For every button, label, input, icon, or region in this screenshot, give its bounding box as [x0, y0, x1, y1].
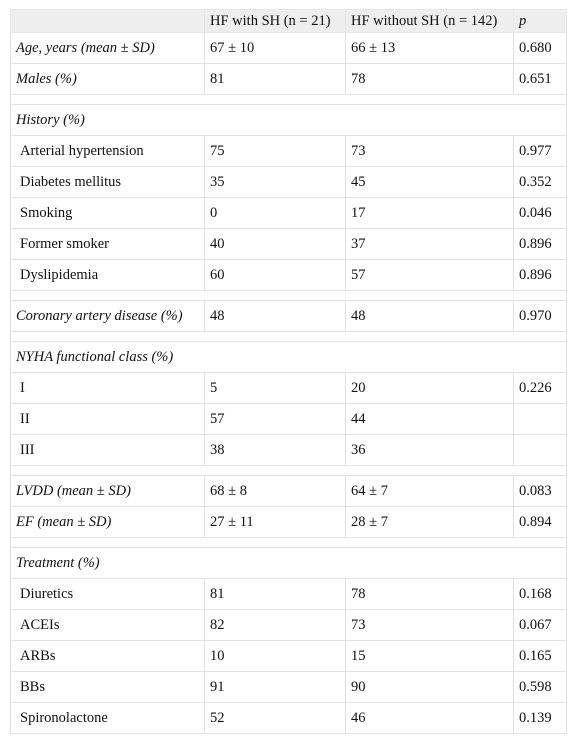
- row-label: Males (%): [11, 64, 205, 95]
- row-label: Age, years (mean ± SD): [11, 33, 205, 64]
- table-row: [11, 672, 567, 703]
- table-row: [11, 33, 567, 64]
- row-label: ACEIs: [11, 610, 205, 641]
- section-label: NYHA functional class (%): [11, 342, 567, 373]
- section-header-row: [11, 342, 567, 373]
- value-without-sh: 37: [346, 229, 514, 260]
- p-value: 0.651: [514, 64, 567, 95]
- value-without-sh: 48: [346, 301, 514, 332]
- spacer-row: [11, 466, 567, 476]
- spacer-cell: [11, 95, 567, 105]
- section-label: Treatment (%): [11, 548, 567, 579]
- table-row: [11, 507, 567, 538]
- spacer-cell: [11, 332, 567, 342]
- row-label: Diuretics: [11, 579, 205, 610]
- value-with-sh: 81: [205, 579, 346, 610]
- header-row: [11, 10, 567, 33]
- row-label: Arterial hypertension: [11, 136, 205, 167]
- value-with-sh: 67 ± 10: [205, 33, 346, 64]
- p-value: 0.680: [514, 33, 567, 64]
- p-value: 0.598: [514, 672, 567, 703]
- p-value: 0.083: [514, 476, 567, 507]
- table-row: [11, 198, 567, 229]
- p-value: 0.352: [514, 167, 567, 198]
- value-without-sh: 73: [346, 136, 514, 167]
- row-label: Dyslipidemia: [11, 260, 205, 291]
- table-row: [11, 476, 567, 507]
- row-label: Former smoker: [11, 229, 205, 260]
- section-label: History (%): [11, 105, 567, 136]
- table-row: [11, 167, 567, 198]
- header-empty-cell: [11, 10, 205, 33]
- value-with-sh: 91: [205, 672, 346, 703]
- table-row: [11, 260, 567, 291]
- p-value: 0.139: [514, 703, 567, 734]
- table-row: [11, 641, 567, 672]
- table-header: [11, 10, 567, 33]
- row-label: Spironolactone: [11, 703, 205, 734]
- value-with-sh: 48: [205, 301, 346, 332]
- p-value: 0.046: [514, 198, 567, 229]
- p-value: [514, 404, 567, 435]
- p-value: 0.977: [514, 136, 567, 167]
- p-value: 0.970: [514, 301, 567, 332]
- data-table: [10, 9, 567, 734]
- value-with-sh: 5: [205, 373, 346, 404]
- row-label: ARBs: [11, 641, 205, 672]
- value-without-sh: 45: [346, 167, 514, 198]
- row-label: III: [11, 435, 205, 466]
- table-row: [11, 136, 567, 167]
- value-with-sh: 68 ± 8: [205, 476, 346, 507]
- value-with-sh: 38: [205, 435, 346, 466]
- p-value: 0.894: [514, 507, 567, 538]
- value-without-sh: 66 ± 13: [346, 33, 514, 64]
- spacer-row: [11, 291, 567, 301]
- value-with-sh: 75: [205, 136, 346, 167]
- p-value: 0.896: [514, 229, 567, 260]
- value-without-sh: 36: [346, 435, 514, 466]
- value-with-sh: 27 ± 11: [205, 507, 346, 538]
- value-with-sh: 0: [205, 198, 346, 229]
- spacer-row: [11, 332, 567, 342]
- section-header-row: [11, 105, 567, 136]
- value-with-sh: 35: [205, 167, 346, 198]
- value-without-sh: 64 ± 7: [346, 476, 514, 507]
- table-row: [11, 435, 567, 466]
- spacer-cell: [11, 466, 567, 476]
- value-with-sh: 57: [205, 404, 346, 435]
- value-with-sh: 52: [205, 703, 346, 734]
- row-label: I: [11, 373, 205, 404]
- table-row: [11, 579, 567, 610]
- value-with-sh: 60: [205, 260, 346, 291]
- p-value: 0.896: [514, 260, 567, 291]
- header-without-sh: HF without SH (n = 142): [346, 10, 514, 33]
- table-row: [11, 229, 567, 260]
- value-without-sh: 78: [346, 579, 514, 610]
- value-without-sh: 57: [346, 260, 514, 291]
- table-row: [11, 373, 567, 404]
- spacer-cell: [11, 291, 567, 301]
- p-value: [514, 435, 567, 466]
- value-without-sh: 17: [346, 198, 514, 229]
- value-with-sh: 81: [205, 64, 346, 95]
- value-without-sh: 15: [346, 641, 514, 672]
- value-with-sh: 40: [205, 229, 346, 260]
- row-label: BBs: [11, 672, 205, 703]
- p-value: 0.168: [514, 579, 567, 610]
- p-value: 0.165: [514, 641, 567, 672]
- value-without-sh: 78: [346, 64, 514, 95]
- section-header-row: [11, 548, 567, 579]
- value-without-sh: 28 ± 7: [346, 507, 514, 538]
- table-body: [11, 33, 567, 734]
- header-with-sh: HF with SH (n = 21): [205, 10, 346, 33]
- value-without-sh: 46: [346, 703, 514, 734]
- table-row: [11, 703, 567, 734]
- p-value: 0.067: [514, 610, 567, 641]
- table-row: [11, 301, 567, 332]
- row-label: EF (mean ± SD): [11, 507, 205, 538]
- spacer-row: [11, 538, 567, 548]
- table-row: [11, 610, 567, 641]
- row-label: Diabetes mellitus: [11, 167, 205, 198]
- spacer-cell: [11, 538, 567, 548]
- p-value: 0.226: [514, 373, 567, 404]
- value-with-sh: 82: [205, 610, 346, 641]
- row-label: LVDD (mean ± SD): [11, 476, 205, 507]
- value-without-sh: 73: [346, 610, 514, 641]
- table-row: [11, 404, 567, 435]
- spacer-row: [11, 95, 567, 105]
- value-without-sh: 90: [346, 672, 514, 703]
- value-without-sh: 44: [346, 404, 514, 435]
- table-row: [11, 64, 567, 95]
- row-label: Smoking: [11, 198, 205, 229]
- value-without-sh: 20: [346, 373, 514, 404]
- row-label: Coronary artery disease (%): [11, 301, 205, 332]
- header-p-value: p: [514, 10, 567, 33]
- row-label: II: [11, 404, 205, 435]
- value-with-sh: 10: [205, 641, 346, 672]
